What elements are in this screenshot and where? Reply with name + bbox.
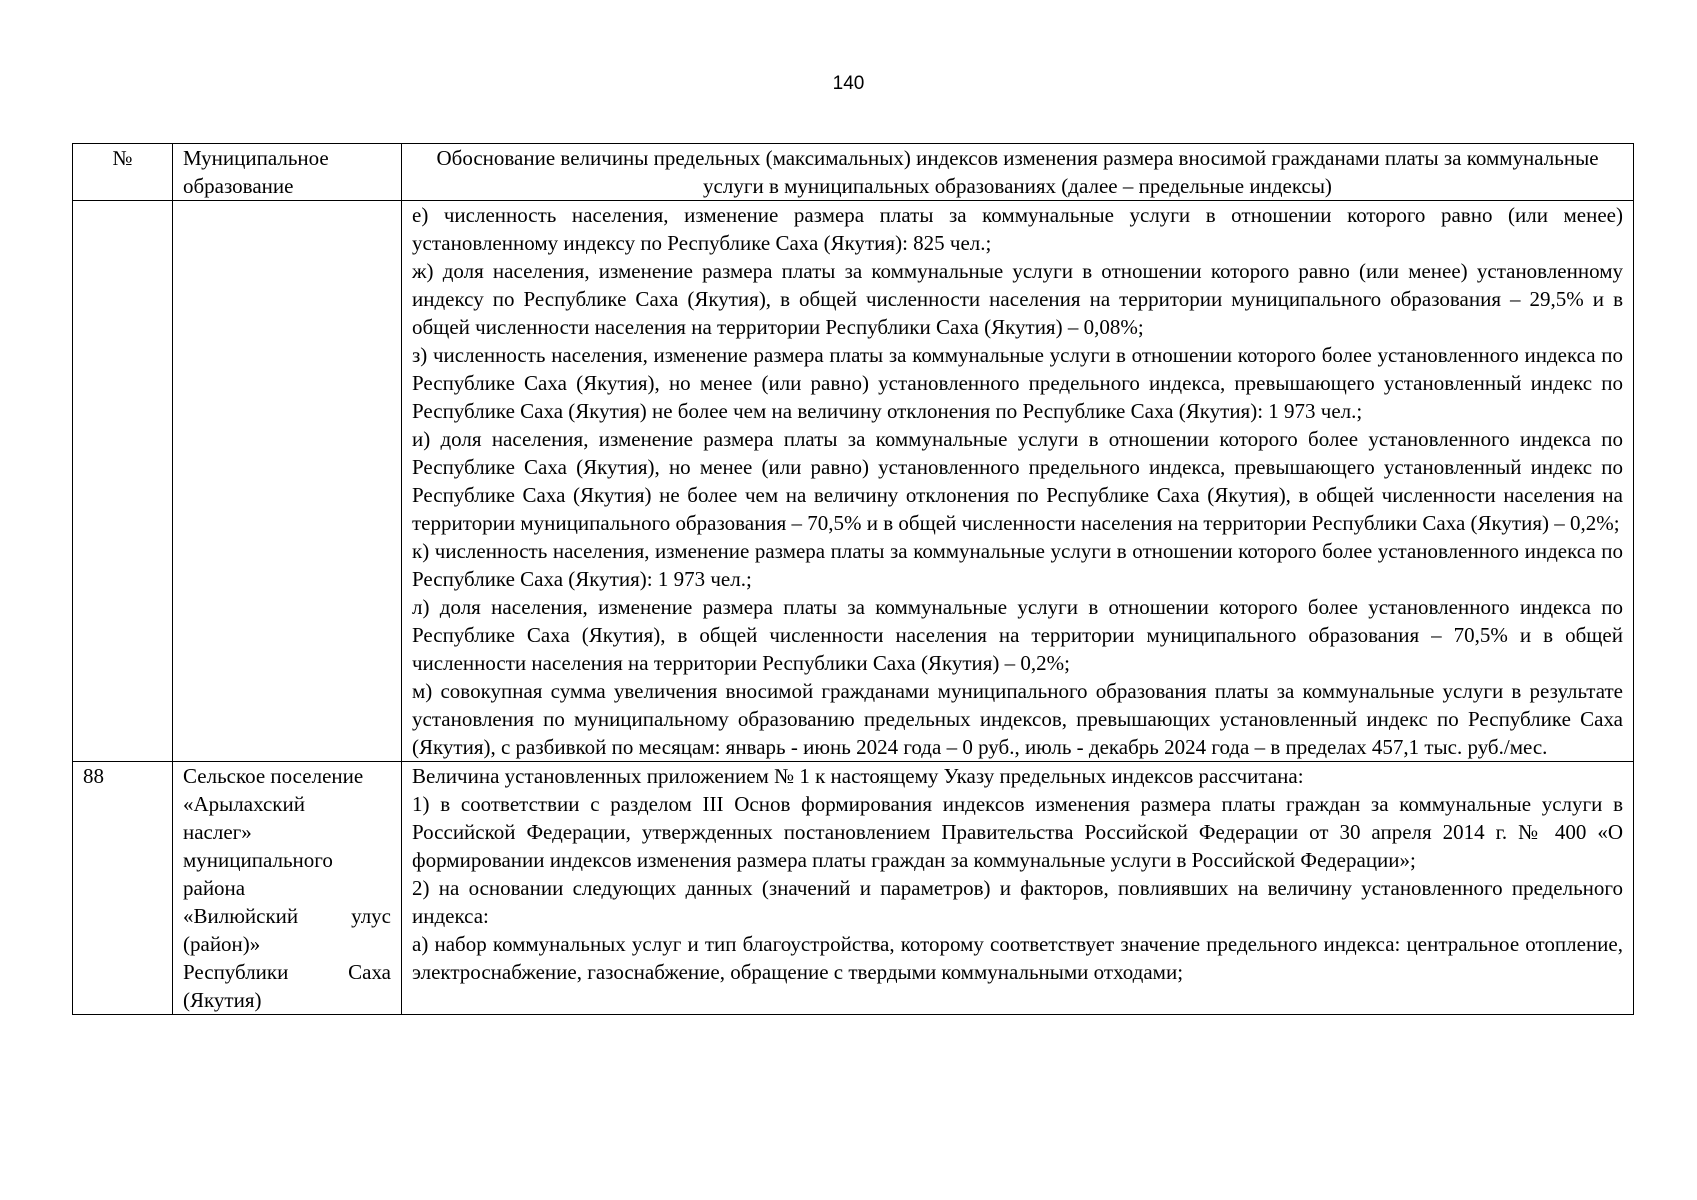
table-header-row <box>73 144 1634 201</box>
paragraph-2: 2) на основании следующих данных (значений и параметров) и факторов, повлиявших на величину установленного предельного индекса: <box>412 876 1623 928</box>
header-justification: Обоснование величины предельных (максимальных) индексов изменения размера вносимой гражданами платы за коммунальные услуги в муниципальных образованиях (далее – предельные индексы) <box>402 144 1634 201</box>
paragraph-a: а) набор коммунальных услуг и тип благоустройства, которому соответствует значение предельного индекса: центральное отопление, электроснабжение, газоснабжение, обращение с твердыми коммунальными отходами; <box>412 932 1623 984</box>
paragraph-k: к) численность населения, изменение размера платы за коммунальные услуги в отношении которого более установленного индекса по Республике Саха (Якутия): 1 973 чел.; <box>412 539 1623 591</box>
paragraph-z: з) численность населения, изменение размера платы за коммунальные услуги в отношении которого более установленного индекса по Республике Саха (Якутия), но менее (или равно) установленного предельного индекса, превышающего установленный индекс по Республике Саха (Якутия) не более чем на величину отклонения по Республике Саха (Якутия): 1 973 чел.; <box>412 343 1623 423</box>
justification-table <box>72 143 1634 1015</box>
municipality-line: (район)» <box>183 932 261 956</box>
table-row <box>73 762 1634 1015</box>
row-municipality <box>173 762 402 1015</box>
paragraph-i: и) доля населения, изменение размера платы за коммунальные услуги в отношении которого более установленного индекса по Республике Саха (Якутия), но менее (или равно) установленного предельного индекса, превышающего установленный индекс по Республике Саха (Якутия) не более чем на величину отклонения по Республике Саха (Якутия), в общей численности населения на территории муниципального образования – 70,5% и в общей численности населения на территории Республики Саха (Якутия) – 0,2%; <box>412 427 1623 535</box>
municipality-line: (Якутия) <box>183 988 262 1012</box>
paragraph-e: е) численность населения, изменение размера платы за коммунальные услуги в отношении которого равно (или менее) установленному индексу по Республике Саха (Якутия): 825 чел.; <box>412 203 1623 255</box>
municipality-line: Республики Саха <box>183 960 391 984</box>
paragraph-m: м) совокупная сумма увеличения вносимой гражданами муниципального образования платы за коммунальные услуги в результате установления по муниципальному образованию предельных индексов, превышающих установленный индекс по Республике Саха (Якутия), с разбивкой по месяцам: январь - июнь 2024 года – 0 руб., июль - декабрь 2024 года – в пределах 457,1 тыс. руб./мес. <box>412 679 1623 759</box>
row-number <box>73 201 173 762</box>
page-number: 140 <box>832 73 865 94</box>
paragraph-intro: Величина установленных приложением № 1 к настоящему Указу предельных индексов рассчитана: <box>412 764 1304 788</box>
municipality-line: наслег» <box>183 820 252 844</box>
municipality-line: муниципального <box>183 848 333 872</box>
row-justification <box>402 201 1634 762</box>
row-municipality <box>173 201 402 762</box>
paragraph-l: л) доля населения, изменение размера платы за коммунальные услуги в отношении которого более установленного индекса по Республике Саха (Якутия), в общей численности населения на территории муниципального образования – 70,5% и в общей численности населения на территории Республики Саха (Якутия) – 0,2%; <box>412 595 1623 675</box>
paragraph-zh: ж) доля населения, изменение размера платы за коммунальные услуги в отношении которого равно (или менее) установленному индексу по Республике Саха (Якутия), в общей численности населения на территории муниципального образования – 29,5% и в общей численности населения на территории Республики Саха (Якутия) – 0,08%; <box>412 259 1623 339</box>
paragraph-1: 1) в соответствии с разделом III Основ формирования индексов изменения размера платы граждан за коммунальные услуги в Российской Федерации, утвержденных постановлением Правительства Российской Федерации от 30 апреля 2014 г. № 400 «О формировании индексов изменения размера платы граждан за коммунальные услуги в Российской Федерации»; <box>412 792 1623 872</box>
municipality-line: Сельское поселение <box>183 764 364 788</box>
municipality-line: «Вилюйский улус <box>183 904 391 928</box>
municipality-line: района <box>183 876 246 900</box>
table-row <box>73 201 1634 762</box>
municipality-line: «Арылахский <box>183 792 305 816</box>
header-municipality: Муниципальное образование <box>173 144 402 201</box>
row-number: 88 <box>73 762 173 1015</box>
header-number: № <box>73 144 173 201</box>
row-justification <box>402 762 1634 1015</box>
